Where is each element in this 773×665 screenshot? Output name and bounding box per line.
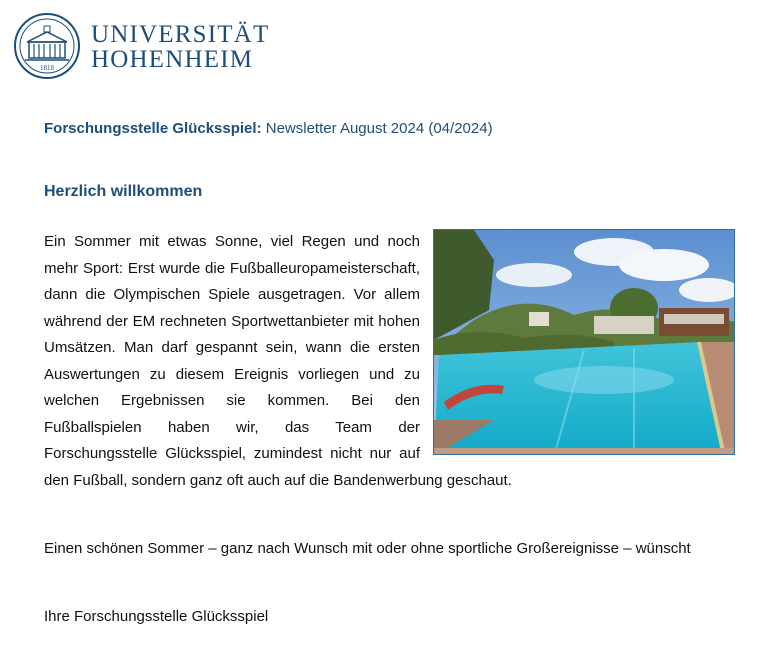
seal-year: 1818 (40, 64, 54, 72)
welcome-heading: Herzlich willkommen (44, 183, 203, 200)
pool-photo (433, 229, 735, 455)
subject-issue: Newsletter August 2024 (04/2024) (265, 120, 493, 137)
university-name (91, 22, 269, 72)
university-logo (13, 12, 273, 80)
newsletter-subject (44, 120, 493, 137)
logo-line-1: UNIVERSITÄT (91, 21, 270, 48)
signature: Ihre Forschungsstelle Glücksspiel (44, 608, 269, 625)
closing-paragraph: Einen schönen Sommer – ganz nach Wunsch mit oder ohne sportliche Großereignisse – wünscht (44, 540, 691, 557)
pool-photo-image (434, 230, 735, 455)
university-seal-icon (13, 12, 81, 80)
intro-text: Ein Sommer mit etwas Sonne, viel Regen und noch mehr Sport: Erst wurde die Fußballeuropameisterschaft, dann die Olympischen Spiele ausgetragen. Vor allem während der EM rechneten Sportwettanbieter mit hohen Umsätzen. Man darf gespannt sein, wann die ersten Auswertungen zu diesem Ereignis vorliegen und zu welchen Ergebnissen sie kommen. Bei den Fußballspielen haben wir, das Team der Forschungsstelle Glücksspiel, zumindest nicht nur auf den Fußball, sondern ganz oft auch auf die Bandenwerbung geschaut. (44, 233, 512, 489)
subject-org: Forschungsstelle Glücksspiel: (44, 120, 262, 137)
logo-line-2: HOHENHEIM (91, 46, 254, 73)
